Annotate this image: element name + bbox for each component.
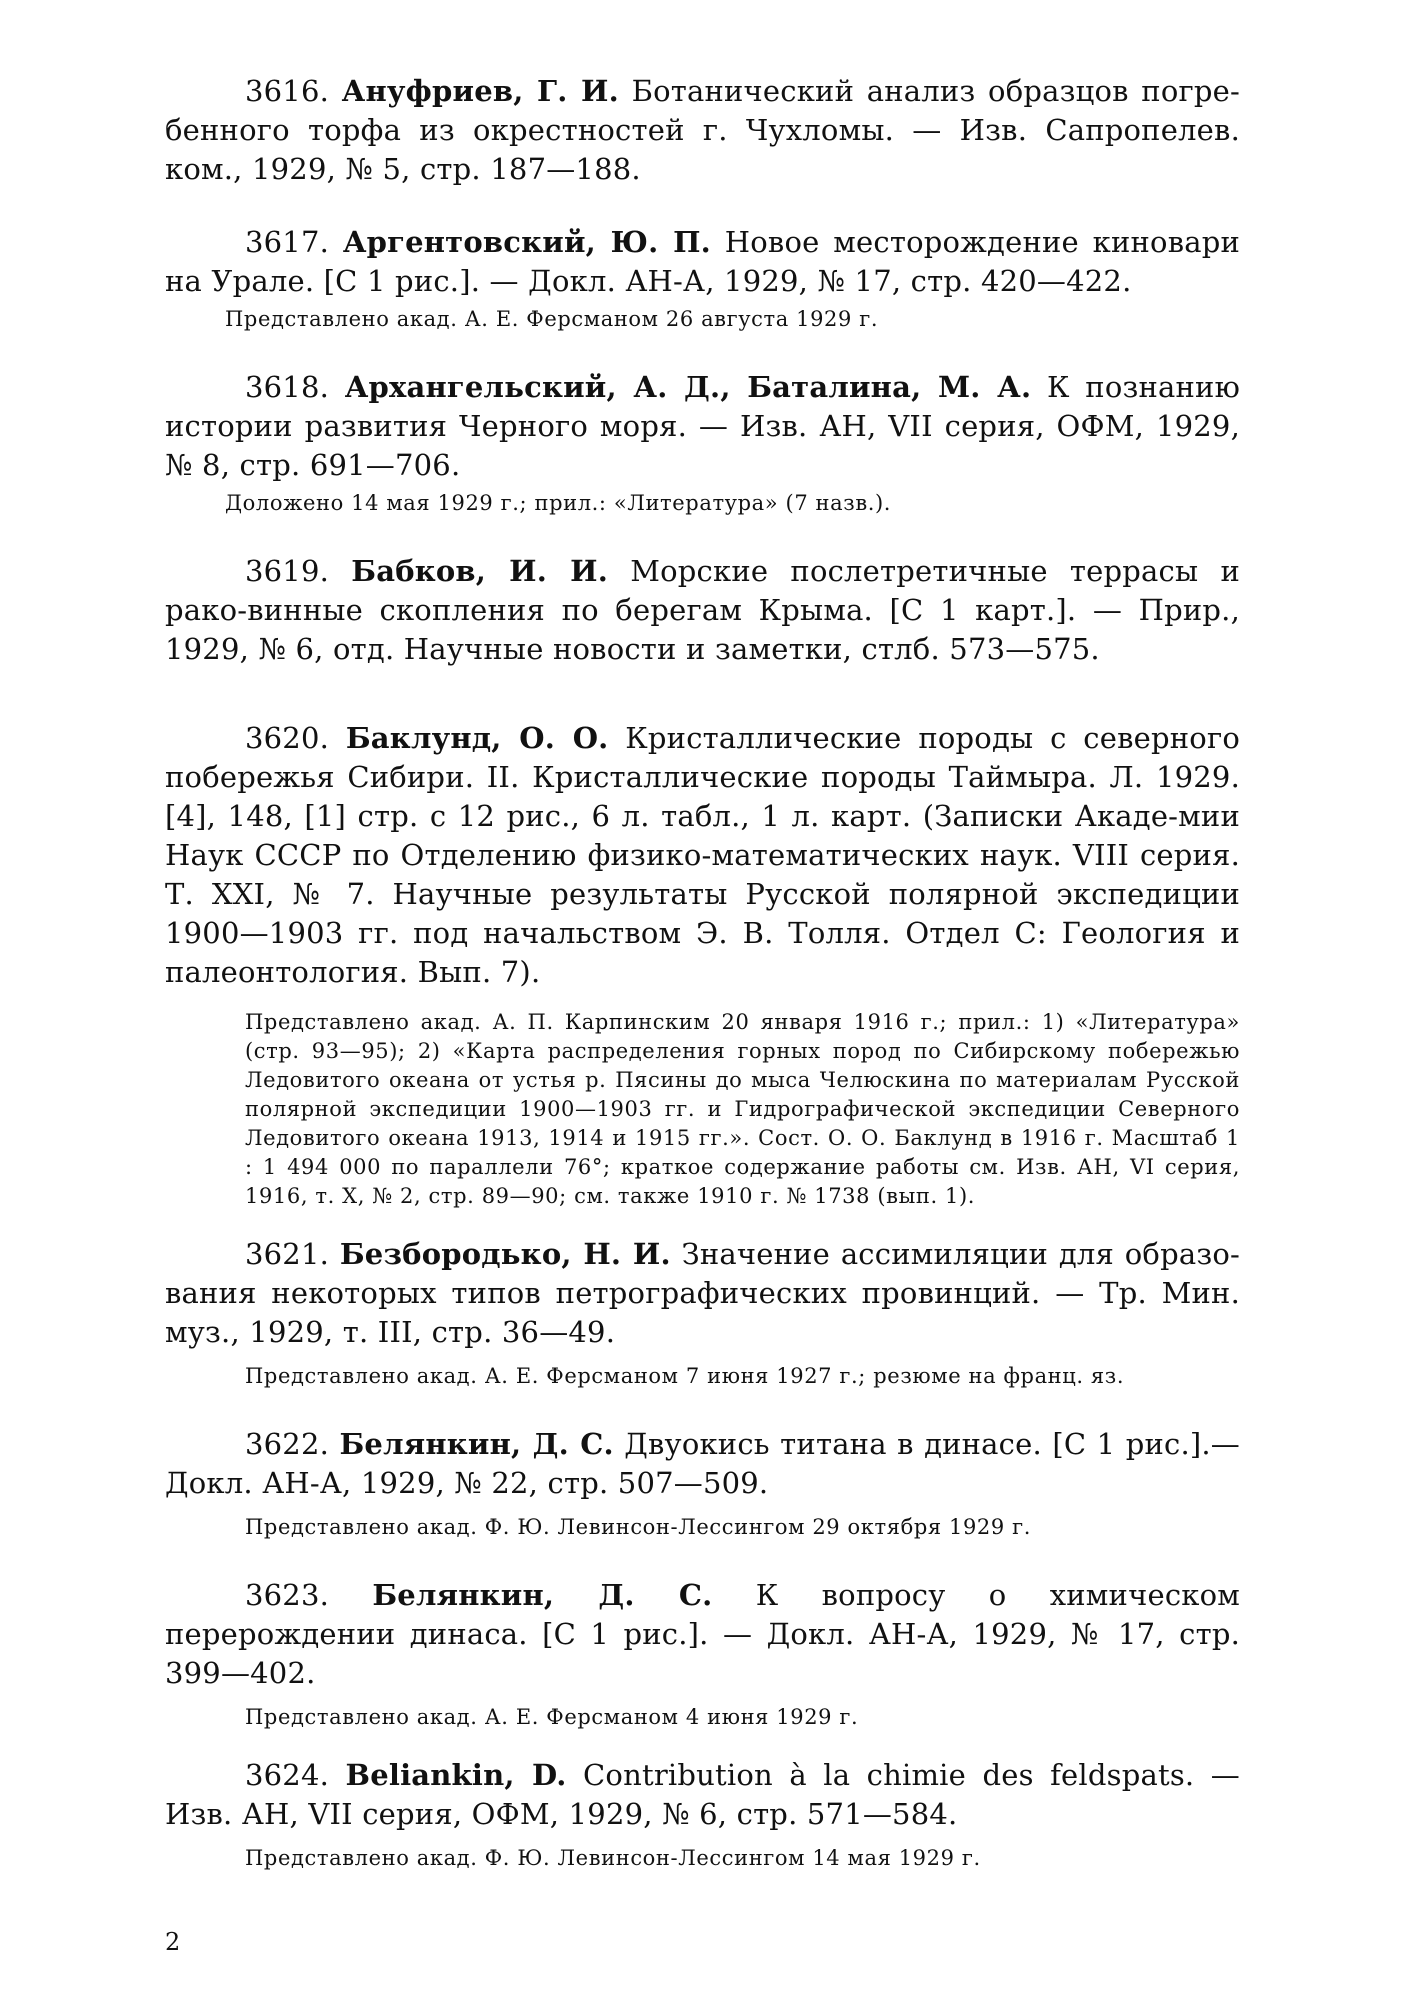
entry-number: 3616. — [245, 74, 330, 108]
entry-author: Бабков, И. И. — [351, 554, 609, 588]
bibliography-page — [165, 72, 1240, 1873]
entry-text: Ботанический анализ образцов погре-бенного торфа из окрестностей г. Чухломы. — Изв. Сапропелев. ком., 1929, № 5, стр. 187—188. — [165, 74, 1241, 186]
entry-note: Доложено 14 мая 1929 г.; прил.: «Литература» (7 назв.). — [225, 491, 892, 515]
entry-text: Морские послетретичные террасы и рако-винные скопления по берегам Крыма. [С 1 карт.]. — Прир., 1929, № 6, отд. Научные новости и заметки, стлб. 573—575. — [165, 554, 1240, 666]
entry-note: Представлено акад. А. Е. Ферсманом 4 июня 1929 г. — [245, 1705, 859, 1729]
entry-text: Кристаллические породы с северного побережья Сибири. II. Кристаллические породы Таймыра. Л. 1929. [4], 148, [1] стр. с 12 рис., 6 л. табл., 1 л. карт. (Записки Акаде-мии Наук СССР по Отделению физико-математических наук. VIII серия. Т. XXI, № 7. Научные результаты Русской полярной экспедиции 1900—1903 гг. под начальством Э. В. Толля. Отдел С: Геология и палеонтология. Вып. 7). — [165, 721, 1241, 989]
entry-note: Представлено акад. А. Е. Ферсманом 26 августа 1929 г. — [225, 307, 879, 331]
entry-note: Представлено акад. Ф. Ю. Левинсон-Лессингом 14 мая 1929 г. — [245, 1846, 981, 1870]
entry-author: Баклунд, О. О. — [345, 721, 609, 755]
entry-3624 — [165, 1756, 1240, 1873]
entry-3619 — [165, 552, 1240, 669]
entry-text: Двуокись титана в динасе. [С 1 рис.].— Докл. АН-А, 1929, № 22, стр. 507—509. — [165, 1427, 1241, 1500]
entry-3622 — [165, 1425, 1240, 1542]
entry-author: Белянкин, Д. С. — [339, 1427, 614, 1461]
entry-3623 — [165, 1576, 1240, 1732]
entry-number: 3622. — [245, 1427, 330, 1461]
entry-note: Представлено акад. А. П. Карпинским 20 января 1916 г.; прил.: 1) «Литература» (стр. 93—95); 2) «Карта распределения горных пород по Сибирскому побережью Ледовитого океана от устья р. Пясины до мыса Челюскина по материалам Русской полярной экспедиции 1900—1903 гг. и Гидрографической экспедиции Северного Ледовитого океана 1913, 1914 и 1915 гг.». Сост. О. О. Баклунд в 1916 г. Масштаб 1 : 1 494 000 по параллели 76°; краткое содержание работы см. Изв. АН, VI серия, 1916, т. X, № 2, стр. 89—90; см. также 1910 г. № 1738 (вып. 1). — [245, 1010, 1240, 1208]
entry-number: 3621. — [245, 1237, 330, 1271]
entry-number: 3623. — [245, 1578, 330, 1612]
entry-text: Contribution à la chimie des feldspats. — Изв. АН, VII серия, ОФМ, 1929, № 6, стр. 571—584. — [165, 1758, 1240, 1831]
entry-3618 — [165, 368, 1240, 518]
page-number: 2 — [165, 1928, 181, 1956]
entry-author: Ануфриев, Г. И. — [341, 74, 619, 108]
entry-note: Представлено акад. Ф. Ю. Левинсон-Лессингом 29 октября 1929 г. — [245, 1515, 1031, 1539]
entry-3621 — [165, 1235, 1240, 1391]
entry-number: 3620. — [245, 721, 330, 755]
entry-3616 — [165, 72, 1240, 189]
entry-author: Архангельский, А. Д., Баталина, М. А. — [344, 370, 1032, 404]
entry-3620 — [165, 719, 1240, 1211]
entry-number: 3618. — [245, 370, 330, 404]
entry-text: К вопросу о химическом перерождении динаса. [С 1 рис.]. — Докл. АН-А, 1929, № 17, стр. 399—402. — [165, 1578, 1241, 1690]
entry-author: Безбородько, Н. И. — [339, 1237, 671, 1271]
entry-number: 3619. — [245, 554, 330, 588]
entry-text: Значение ассимиляции для образо-вания некоторых типов петрографических провинций. — Тр. Мин. муз., 1929, т. III, стр. 36—49. — [165, 1237, 1241, 1349]
entry-number: 3617. — [245, 225, 330, 259]
entry-note: Представлено акад. А. Е. Ферсманом 7 июня 1927 г.; резюме на франц. яз. — [245, 1364, 1125, 1388]
entry-text: К познанию истории развития Черного моря. — Изв. АН, VII серия, ОФМ, 1929, № 8, стр. 691—706. — [165, 370, 1241, 482]
entry-author: Beliankin, D. — [345, 1758, 567, 1792]
entry-text: Новое месторождение киновари на Урале. [С 1 рис.]. — Докл. АН-А, 1929, № 17, стр. 420—422. — [165, 225, 1241, 298]
entry-author: Белянкин, Д. С. — [372, 1578, 713, 1612]
entry-number: 3624. — [245, 1758, 330, 1792]
entry-author: Аргентовский, Ю. П. — [342, 225, 711, 259]
entry-3617 — [165, 223, 1240, 334]
